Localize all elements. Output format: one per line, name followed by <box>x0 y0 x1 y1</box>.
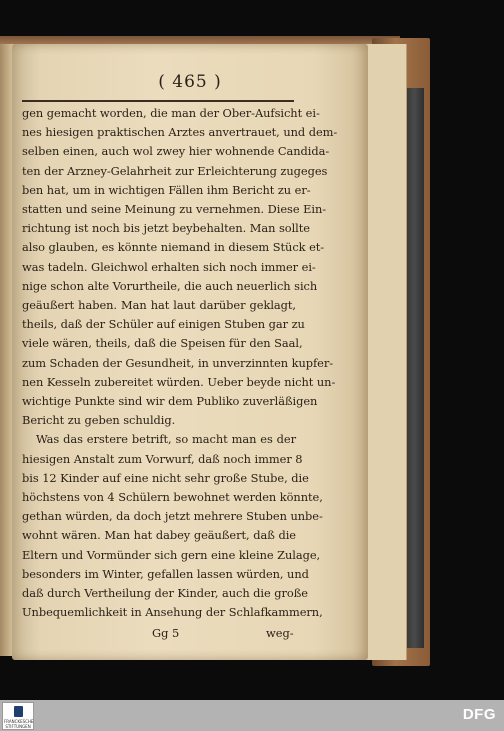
text-line: theils, daß der Schüler auf einigen Stuben gar zu <box>22 317 305 332</box>
catchword: weg- <box>266 626 294 640</box>
text-line: also glauben, es könnte niemand in diesem Stück et- <box>22 240 325 255</box>
emblem-icon <box>14 706 23 717</box>
header-rule <box>22 100 294 102</box>
text-line: gen gemacht worden, die man der Ober-Aufsicht ei- <box>22 106 320 120</box>
text-line: besonders im Winter, gefallen lassen würden, und <box>22 566 309 581</box>
book-page <box>12 44 368 660</box>
text-line: selben einen, auch wol zwey hier wohnende Candida- <box>22 144 330 159</box>
text-line: nige schon alte Vorurtheile, die auch neuerlich sich <box>22 278 318 293</box>
text-line: wohnt wären. Man hat dabey geäußert, daß die <box>22 528 296 543</box>
viewer-footer-bar <box>0 700 504 731</box>
text-line: ben hat, um in wichtigen Fällen ihm Bericht zu er- <box>22 182 311 197</box>
text-line: zum Schaden der Gesundheit, in unverzinnten kupfer- <box>22 355 334 370</box>
text-line: nes hiesigen praktischen Arztes anvertrauet, und dem- <box>22 125 338 140</box>
text-line: statten und seine Meinung zu vernehmen. Diese Ein- <box>22 202 327 217</box>
text-line: was tadeln. Gleichwol erhalten sich noch immer ei- <box>22 259 316 274</box>
text-line: Eltern und Vormünder sich gern eine kleine Zulage, <box>22 547 321 562</box>
dfg-logo[interactable]: DFG <box>462 706 496 723</box>
text-line: nen Kesseln zubereitet würden. Ueber beyde nicht un- <box>22 374 336 389</box>
signature-mark: Gg 5 <box>152 626 180 640</box>
page-signature-row <box>12 626 368 646</box>
logo-caption: FRANCKESCHE STIFTUNGEN <box>4 719 34 729</box>
text-line: hiesigen Anstalt zum Vorwurf, daß noch immer 8 <box>22 451 303 466</box>
text-line: geäußert haben. Man hat laut darüber geklagt, <box>22 298 296 313</box>
text-line: Bericht zu geben schuldig. <box>22 413 176 428</box>
text-line: richtung ist noch bis jetzt beybehalten. Man sollte <box>22 221 310 236</box>
text-line: gethan würden, da doch jetzt mehrere Stuben unbe- <box>22 509 323 524</box>
text-line: daß durch Vertheilung der Kinder, auch die große <box>22 586 308 601</box>
text-line: höchstens von 4 Schülern bewohnet werden könnte, <box>22 490 323 505</box>
page-number: ( 465 ) <box>158 72 222 92</box>
text-line: bis 12 Kinder auf eine nicht sehr große Stube, die <box>22 470 309 485</box>
text-line: viele wären, theils, daß die Speisen für den Saal, <box>22 336 303 351</box>
text-line: ten der Arzney-Gelahrheit zur Erleichterung zugeges <box>22 163 328 178</box>
institution-logo[interactable] <box>2 702 34 730</box>
page-text <box>22 104 338 622</box>
text-line: wichtige Punkte sind wir dem Publiko zuverläßigen <box>22 394 318 409</box>
text-line: Unbequemlichkeit in Ansehung der Schlafkammern, <box>22 605 323 620</box>
text-line: Was das erstere betrift, so macht man es der <box>36 432 296 447</box>
